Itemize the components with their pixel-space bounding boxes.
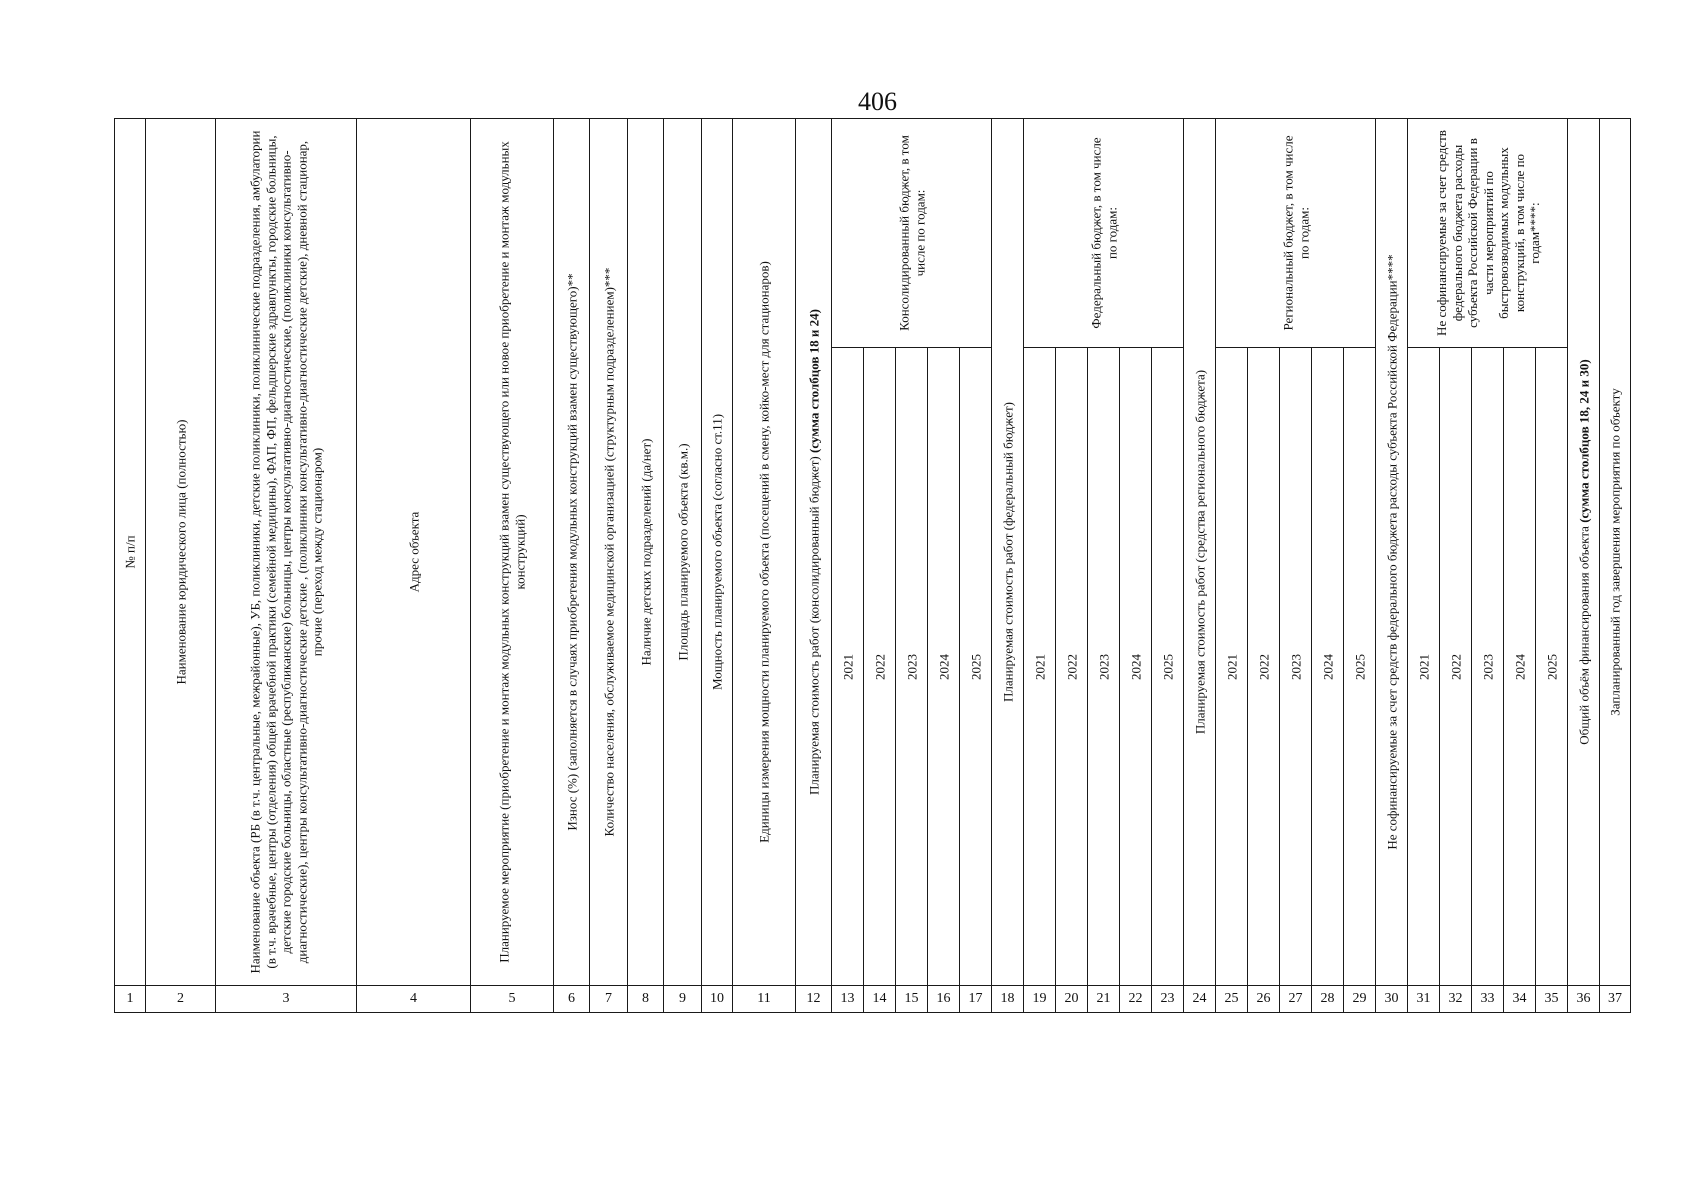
column-number: 29 [1344,986,1376,1013]
header-col-36: Общий объём финансирования объекта (сумма столбцов 18, 24 и 30) [1568,119,1600,986]
column-number: 9 [664,986,702,1013]
column-number: 15 [896,986,928,1013]
column-number: 26 [1248,986,1280,1013]
column-number: 3 [216,986,357,1013]
column-number: 34 [1504,986,1536,1013]
header-group-not-cofinanced: Не софинансируемые за счет средств федерального бюджета расходы субъекта Российской Федерации в части мероприятий по быстровозводимых модульных конструкций, в том числе по годам****: [1408,119,1568,348]
header-col-24: Планируемая стоимость работ (средства регионального бюджета) [1184,119,1216,986]
header-col-9: Площадь планируемого объекта (кв.м.) [664,119,702,986]
column-numbers-row [115,986,1631,1013]
year-header-19: 2021 [1024,348,1056,986]
column-number: 14 [864,986,896,1013]
header-col-4: Адрес объекта [357,119,471,986]
column-number: 23 [1152,986,1184,1013]
column-number: 12 [796,986,832,1013]
year-header-33: 2023 [1472,348,1504,986]
column-number: 36 [1568,986,1600,1013]
column-number: 25 [1216,986,1248,1013]
header-col-8: Наличие детских подразделений (да/нет) [628,119,664,986]
header-col-30: Не софинансируемые за счет средств федерального бюджета расходы субъекта Российской Федерации**** [1376,119,1408,986]
year-header-14: 2022 [864,348,896,986]
year-header-22: 2024 [1120,348,1152,986]
year-header-13: 2021 [832,348,864,986]
header-col-18: Планируемая стоимость работ (федеральный бюджет) [992,119,1024,986]
column-number: 7 [590,986,628,1013]
column-number: 6 [554,986,590,1013]
column-number: 5 [471,986,554,1013]
year-header-26: 2022 [1248,348,1280,986]
year-header-32: 2022 [1440,348,1472,986]
year-header-27: 2023 [1280,348,1312,986]
header-col-3: Наименование объекта (РБ (в т.ч. центральные, межрайонные), УБ, поликлиники, детские поликлиники, поликлинические подразделения, амбулатории (в т.ч. врачебные, центры (отделения) общей врачебной практики (семейной медицины), ФАП, ФП, фельдшерские здравпункты, городские больницы, детские городские больницы, областные (республиканские) больницы, центры консультативно-диагностические, (поликлиники консультативно-диагностические), центры консультативно-диагностические детские , (поликлиники консультативно-диагностические детские), дневной стационар, прочие (переход между стационаром) [216,119,357,986]
year-header-31: 2021 [1408,348,1440,986]
header-group-regional: Региональный бюджет, в том числе по годам: [1216,119,1376,348]
column-number: 19 [1024,986,1056,1013]
year-header-15: 2023 [896,348,928,986]
header-group-consolidated: Консолидированный бюджет, в том числе по годам: [832,119,992,348]
column-number: 32 [1440,986,1472,1013]
column-number: 1 [115,986,146,1013]
year-header-34: 2024 [1504,348,1536,986]
header-col-11: Единицы измерения мощности планируемого объекта (посещений в смену, койко-мест для стационаров) [733,119,796,986]
year-header-21: 2023 [1088,348,1120,986]
year-header-16: 2024 [928,348,960,986]
column-number: 31 [1408,986,1440,1013]
column-number: 8 [628,986,664,1013]
year-header-23: 2025 [1152,348,1184,986]
column-number: 4 [357,986,471,1013]
column-number: 13 [832,986,864,1013]
column-number: 27 [1280,986,1312,1013]
year-header-28: 2024 [1312,348,1344,986]
year-header-35: 2025 [1536,348,1568,986]
column-number: 28 [1312,986,1344,1013]
column-number: 21 [1088,986,1120,1013]
budget-table [114,118,1631,1013]
header-col-12: Планируемая стоимость работ (консолидированный бюджет) (сумма столбцов 18 и 24) [796,119,832,986]
column-number: 24 [1184,986,1216,1013]
column-number: 10 [702,986,733,1013]
column-number: 33 [1472,986,1504,1013]
year-header-17: 2025 [960,348,992,986]
year-header-29: 2025 [1344,348,1376,986]
header-col-37: Запланированный год завершения мероприятия по объекту [1600,119,1631,986]
column-number: 30 [1376,986,1408,1013]
header-col-5: Планируемое мероприятие (приобретение и монтаж модульных конструкций взамен существующего или новое приобретение и монтаж модульных конструкций) [471,119,554,986]
year-header-20: 2022 [1056,348,1088,986]
header-group-federal: Федеральный бюджет, в том числе по годам: [1024,119,1184,348]
column-number: 17 [960,986,992,1013]
header-col-10: Мощность планируемого объекта (согласно ст.11) [702,119,733,986]
column-number: 16 [928,986,960,1013]
column-number: 2 [146,986,216,1013]
header-col-6: Износ (%) (заполняется в случаях приобретения модульных конструкций взамен существующего)** [554,119,590,986]
column-number: 22 [1120,986,1152,1013]
header-col-2: Наименование юридического лица (полностью) [146,119,216,986]
header-col-7: Количество населения, обслуживаемое медицинской организацией (структурным подразделением)*** [590,119,628,986]
column-number: 20 [1056,986,1088,1013]
header-col-1: № п/п [115,119,146,986]
column-number: 18 [992,986,1024,1013]
year-header-25: 2021 [1216,348,1248,986]
column-number: 11 [733,986,796,1013]
page-number: 406 [858,87,897,116]
column-number: 35 [1536,986,1568,1013]
column-number: 37 [1600,986,1631,1013]
